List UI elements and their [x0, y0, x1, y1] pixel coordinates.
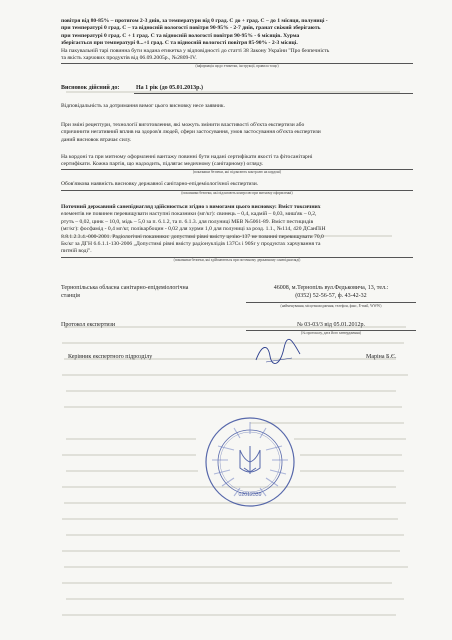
validity-value: На 1 рік (до 05.01.2013р.) [136, 85, 203, 91]
head-label: Керівник експертного підрозділу [68, 354, 153, 360]
border-caption: (показники безпеки, які підлягають контролю на кордоні) [192, 170, 282, 174]
organization-address-line: 46008, м.Тернопіль вул.Федьковича, 13, тел.: [273, 285, 389, 291]
official-stamp [204, 416, 296, 508]
mandatory-text: Обов'язкова наявність висновку державної санітарно-епідеміологічної експертизи. [61, 181, 259, 187]
change-block [61, 122, 413, 144]
responsibility-text: Відповідальність за дотримання вимог цього висновку несе заявник. [61, 103, 225, 109]
organization-address-line: (0352) 52-56-57, ф. 43-42-32 [295, 292, 367, 299]
mandatory-caption: (показники безпеки, які підлягають контролю при митному оформленні) [181, 191, 293, 195]
labeling-line: На пакувальній тарі повинна бути надана етикетка у відповідності до статті 38 Закону України "Про безпечність [61, 48, 330, 54]
head-name: Маріна Б.Є. [366, 354, 397, 360]
supervision-line: ртуть – 0,02, цинк – 10,0, мідь – 5,0 за п. 6.1.2, та п. 6.1.3. для полуниці МБВ №5061-89. Вміст пестицидів [61, 218, 314, 225]
signature-mark [252, 338, 304, 368]
supervision-line: Поточний державний санепіднагляд здійснюється згідно з вимогами цього висновку: Вміст токсичних [61, 204, 321, 210]
supervision-line: Бк/кг за ДГН 6.6.1.1-130-2006 „Допустимі рівні вмісту радіонуклідів 137Cs і 90Sr у продуктах харчування та [61, 241, 321, 248]
rule-validity [134, 93, 413, 94]
storage-conditions-block [61, 18, 413, 48]
protocol-value: № 03-03/3 від 05.01.2012р. [297, 322, 365, 328]
labeling-caption: (інформація щодо етикетки, інструкції, правила тощо) [195, 64, 279, 68]
organization-name [61, 285, 231, 300]
border-line: На кордоні та при митному оформленні вантажу повинні бути надані сертифікати якості та фітосанітарні [61, 154, 313, 160]
storage-line: при температурі 0 град. С – та відносній вологості повітря 90-95% - 2-7 днів, гранат свіжий зберігають [61, 25, 321, 32]
border-block [61, 154, 413, 169]
supervision-line: 8.8.1.2.3.4.-000-2001. Радіологічні показники: допустимі рівні вмісту цезію-137 не повинні перевищувати 70,0 [61, 233, 324, 240]
protocol-label: Протокол експертизи [61, 322, 116, 328]
change-line: спричинити негативний вплив на здоров'я людей, сфери застосування, умов застосування об'єкта експертизи [61, 129, 321, 136]
supervision-line: питній воді". [61, 248, 92, 255]
storage-line: при температурі 0 град. С + 1 град. С та відносній вологості повітря 90-95% - 6 місяців. Хурма [61, 32, 300, 39]
border-line: сертифікати. Кожна партія, що надходить, підлягає медичному (санітарному) огляду. [61, 161, 264, 168]
organization-name-line: станція [61, 292, 80, 299]
supervision-line: елементів не повинен перевищувати наступні показники (мг/кг): свинець – 0,4, кадмій – 0,03, миш'як – 0,2, [61, 211, 317, 218]
supervision-block [61, 204, 413, 256]
organization-address [246, 285, 416, 300]
rule-address [246, 302, 416, 303]
address-caption: (найменування, місцезнаходження, телефон, факс, E-mail, WWW) [280, 304, 382, 308]
stamp-code: 02012339 [238, 492, 262, 498]
supervision-caption: (показники безпеки, які здійснюються при поточному державному санепіднагляді) [173, 258, 301, 262]
change-line: При зміні рецептури, технології виготовлення, які можуть змінити властивості об'єкта експертизи або [61, 122, 305, 128]
storage-line: повітря від 80-85% – протягом 2-3 днів, за температури від 0 град. С до + град. С – до 1 місяця, полуниці - [61, 18, 328, 24]
labeling-line: та якість харчових продуктів від 06.09.2005р., №2809-IV. [61, 55, 197, 62]
supervision-line: (мг/кг): фосфамід - 0,4 мг/кг, полікарбоцин - 0,02 для хурми 1,0 для полуниці за розд. 1.1., №114, 420 ДСанПіН [61, 226, 326, 233]
trident-emblem [240, 446, 260, 474]
organization-name-line: Тернопільська обласна санітарно-епідеміологічна [61, 285, 189, 291]
storage-line: зберігається при температурі 0...+1 град. С та відносній вологості повітря 85-90% - 2-3 місяці. [61, 40, 298, 47]
protocol-caption: (№ протоколу, дата його затвердження) [301, 331, 361, 335]
labeling-block [61, 48, 413, 63]
change-line: даний висновок втрачає силу. [61, 136, 132, 143]
validity-label: Висновок дійсний до: [61, 85, 120, 91]
